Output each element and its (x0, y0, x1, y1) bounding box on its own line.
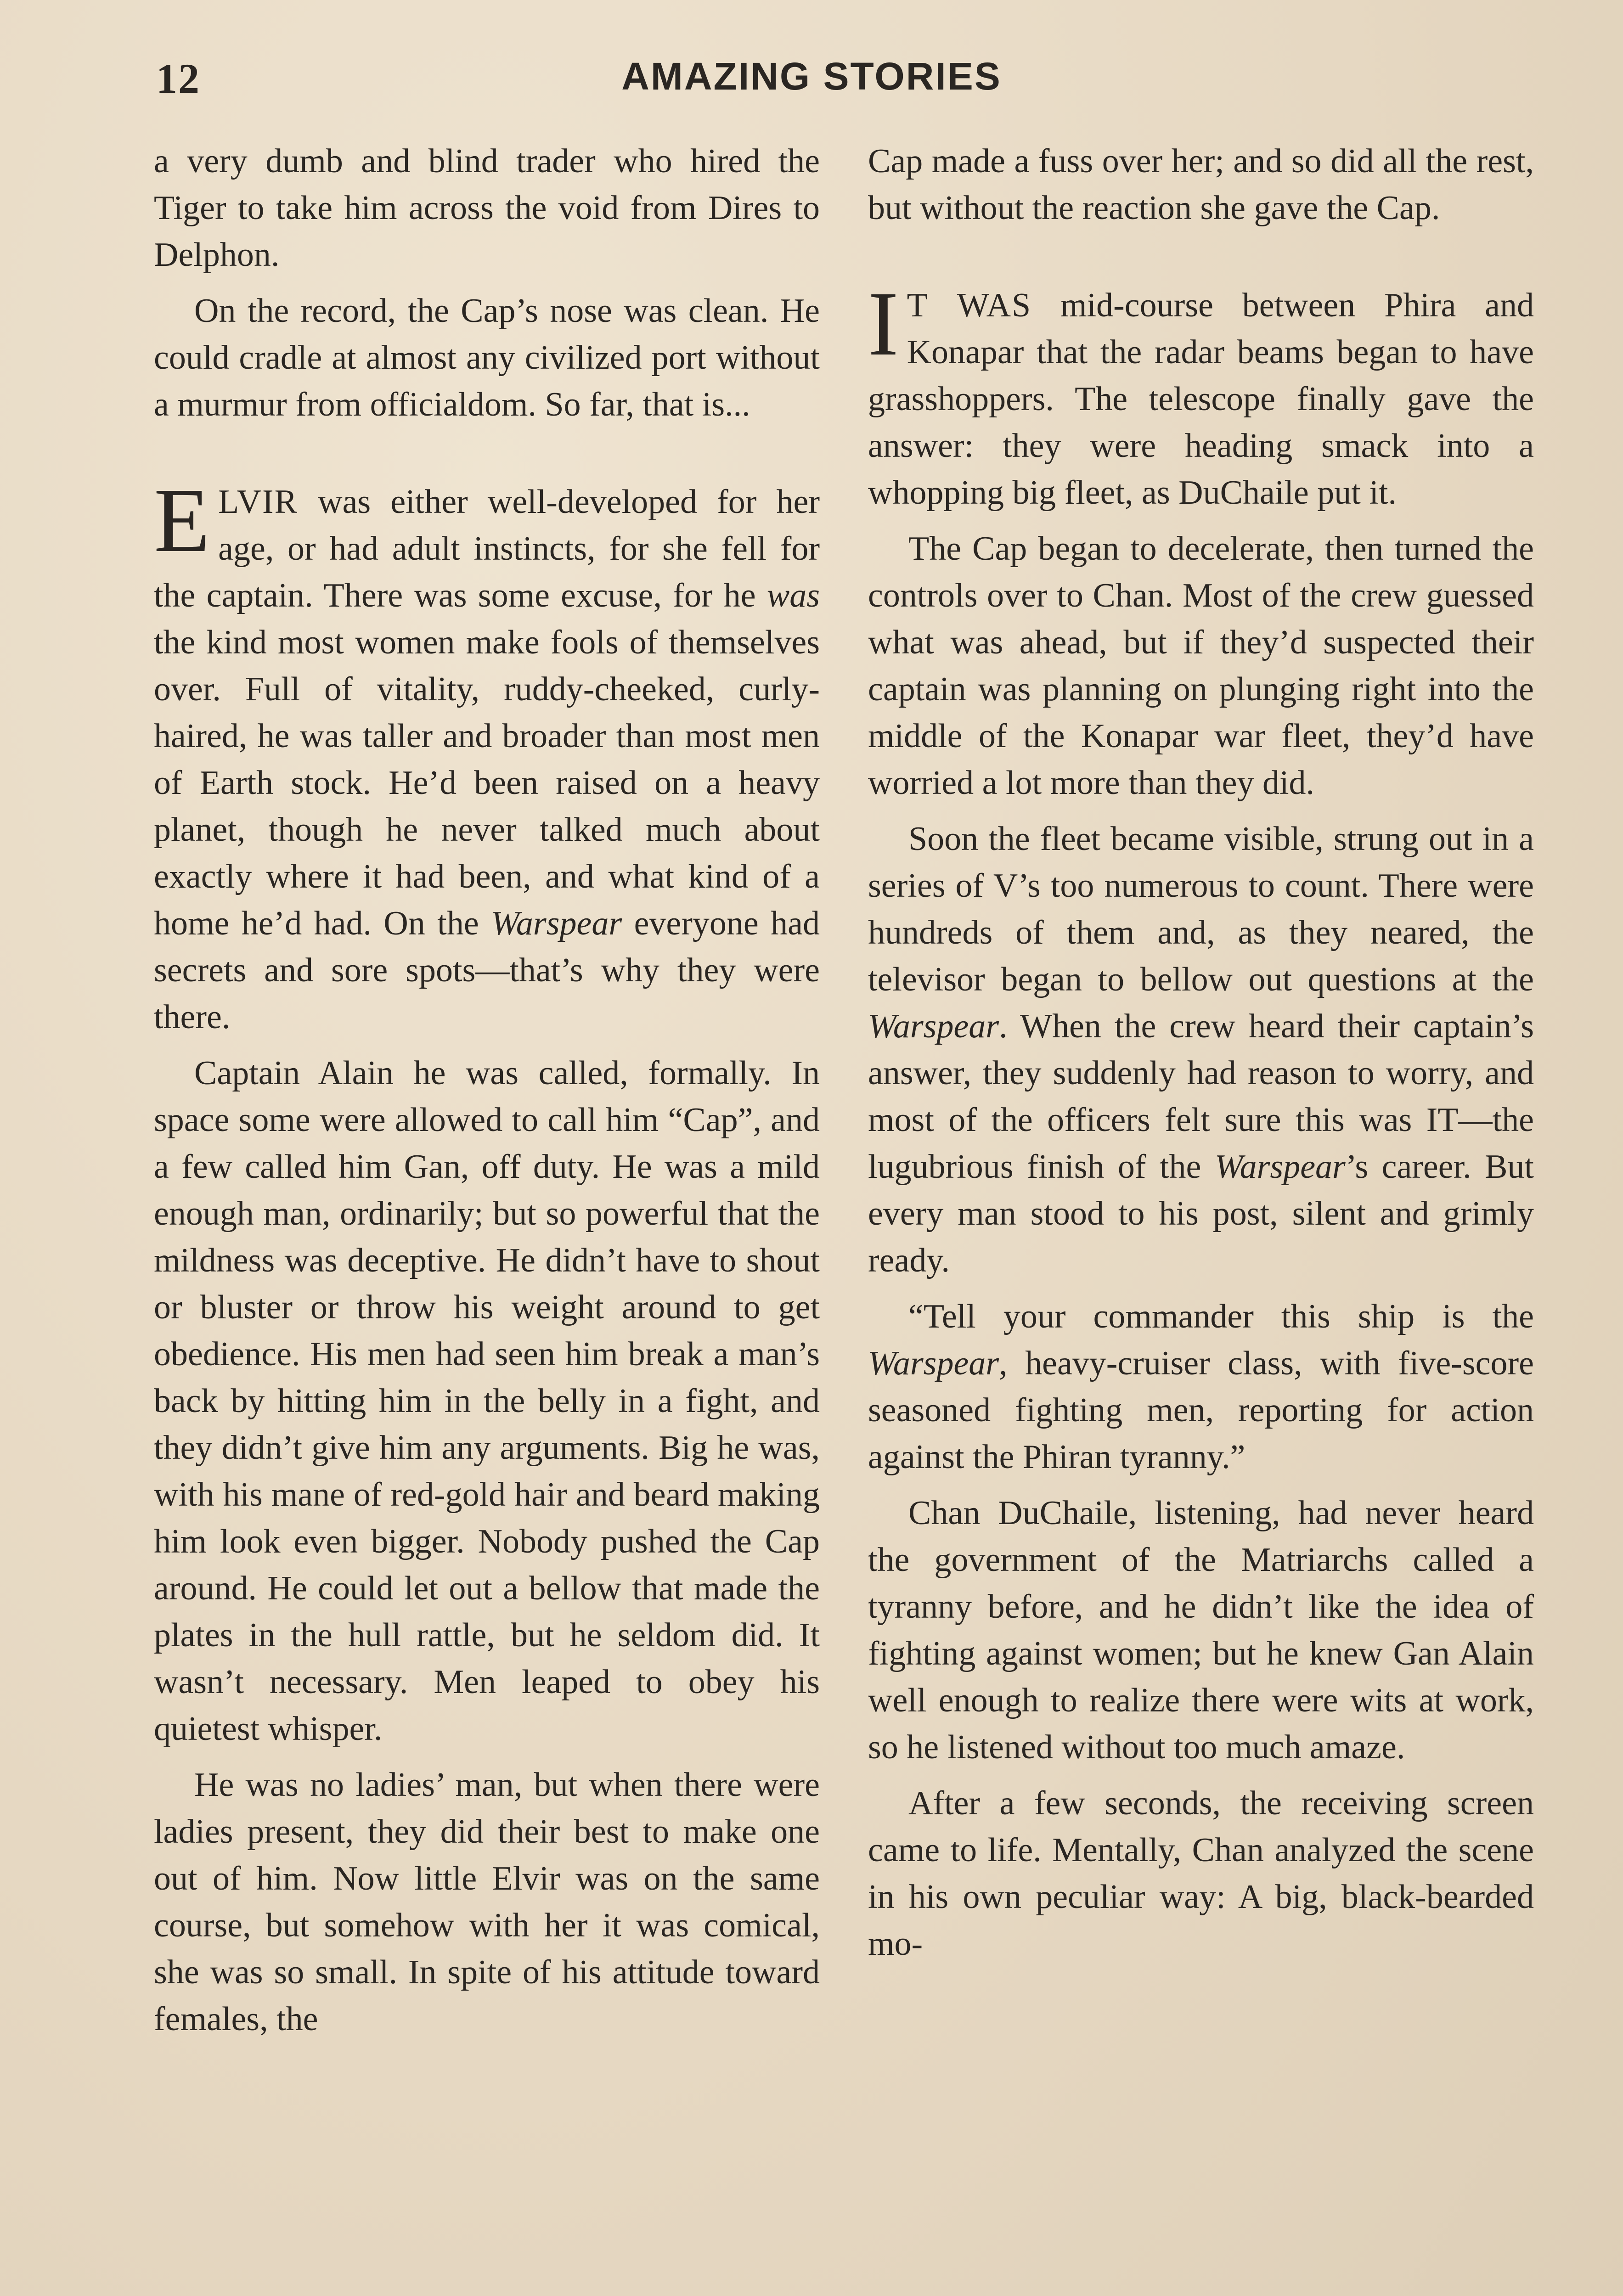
text-run: , heavy-cruiser class, with five-score seasoned fighting men, reporting for action against the Phiran tyranny.” (868, 1345, 1534, 1476)
paragraph-drop-cap (868, 273, 1534, 516)
text-run: ’s career. But every man stood to his post, silent and grimly ready. (868, 1148, 1534, 1279)
text-run: was either well-developed for her age, or had adult instincts, for she fell for the captain. There was some excuse, for he (154, 483, 820, 614)
ship-name: Warspear (868, 1007, 999, 1045)
text-run: everyone had secrets and sore spots—that’s why they were there. (154, 905, 820, 1036)
paragraph (868, 1293, 1534, 1480)
text-run: “Tell your commander this ship is the (908, 1298, 1534, 1335)
emphasis: was (766, 577, 820, 614)
paragraph: He was no ladies’ man, but when there were ladies present, they did their best to make one out of him. Now little Elvir was on the same course, but somehow with her it was comical, she was so small. In spite of his attitude toward females, the (154, 1766, 820, 2038)
text-run: Soon the fleet became visible, strung out in a series of V’s too numerous to count. There were hundreds of them and, as they neared, the televisor began to bellow out questions at the (868, 820, 1534, 998)
paragraph (868, 816, 1534, 1284)
lead-in: LVIR (218, 483, 299, 521)
text-run: mid-course between Phira and Konapar that the radar beams began to have grasshoppers. The telescope finally gave the answer: they were heading smack into a whopping big fleet, as DuChaile put it. (868, 287, 1534, 512)
ship-name: Warspear (1214, 1148, 1346, 1186)
lead-in: T WAS (907, 287, 1032, 324)
text-run: . When the crew heard their captain’s answer, they suddenly had reason to worry, and most of the officers felt sure this was IT—the lugubrious finish of the (868, 1007, 1534, 1186)
paragraph: a very dumb and blind trader who hired the Tiger to take him across the void from Dires to Delphon. (154, 142, 820, 274)
running-head: AMAZING STORIES (621, 55, 1002, 98)
left-column (154, 138, 820, 2052)
paragraph: Chan DuChaile, listening, had never heard the government of the Matriarchs called a tyranny before, and he didn’t like the idea of fighting against women; but he knew Gan Alain well enough to realize there were wits at work, so he listened without too much amaze. (868, 1494, 1534, 1766)
paragraph: On the record, the Cap’s nose was clean. He could cradle at almost any civilized port without a murmur from officialdom. So far, that is... (154, 292, 820, 423)
paragraph: After a few seconds, the receiving screen came to life. Mentally, Chan analyzed the scene in his own peculiar way: A big, black-bearded mo- (868, 1784, 1534, 1963)
paragraph: The Cap began to decelerate, then turned the controls over to Chan. Most of the crew guessed what was ahead, but if they’d suspected their captain was planning on plunging right into the middle of the Konapar war fleet, they’d have worried a lot more than they did. (868, 530, 1534, 802)
ship-name: Warspear (491, 905, 622, 942)
paragraph: Cap made a fuss over her; and so did all the rest, but without the reaction she gave the Cap. (868, 142, 1534, 227)
drop-cap: I (868, 273, 899, 375)
paragraph: Captain Alain he was called, formally. In space some were allowed to call him “Cap”, and a few called him Gan, off duty. He was a mild enough man, ordinarily; but so powerful that the mildness was deceptive. He didn’t have to shout or bluster or throw his weight around to get obedience. His men had seen him break a man’s back by hitting him in the belly in a fight, and they didn’t give him any arguments. Big he was, with his mane of red-gold hair and beard making him look even bigger. Nobody pushed the Cap around. He could let out a bellow that made the plates in the hull rattle, but he seldom did. It wasn’t necessary. Men leaped to obey his quietest whisper. (154, 1054, 820, 1748)
right-column (868, 138, 1534, 1976)
ship-name: Warspear (868, 1345, 999, 1382)
page-number: 12 (156, 55, 200, 102)
text-run: the kind most women make fools of themselves over. Full of vitality, ruddy-cheeked, curly-haired, he was taller and broader than most men of Earth stock. He’d been raised on a heavy planet, though he never talked much about exactly where it had been, and what kind of a home he’d had. On the (154, 624, 820, 942)
drop-cap: E (154, 470, 210, 571)
paragraph-drop-cap (154, 470, 820, 1041)
